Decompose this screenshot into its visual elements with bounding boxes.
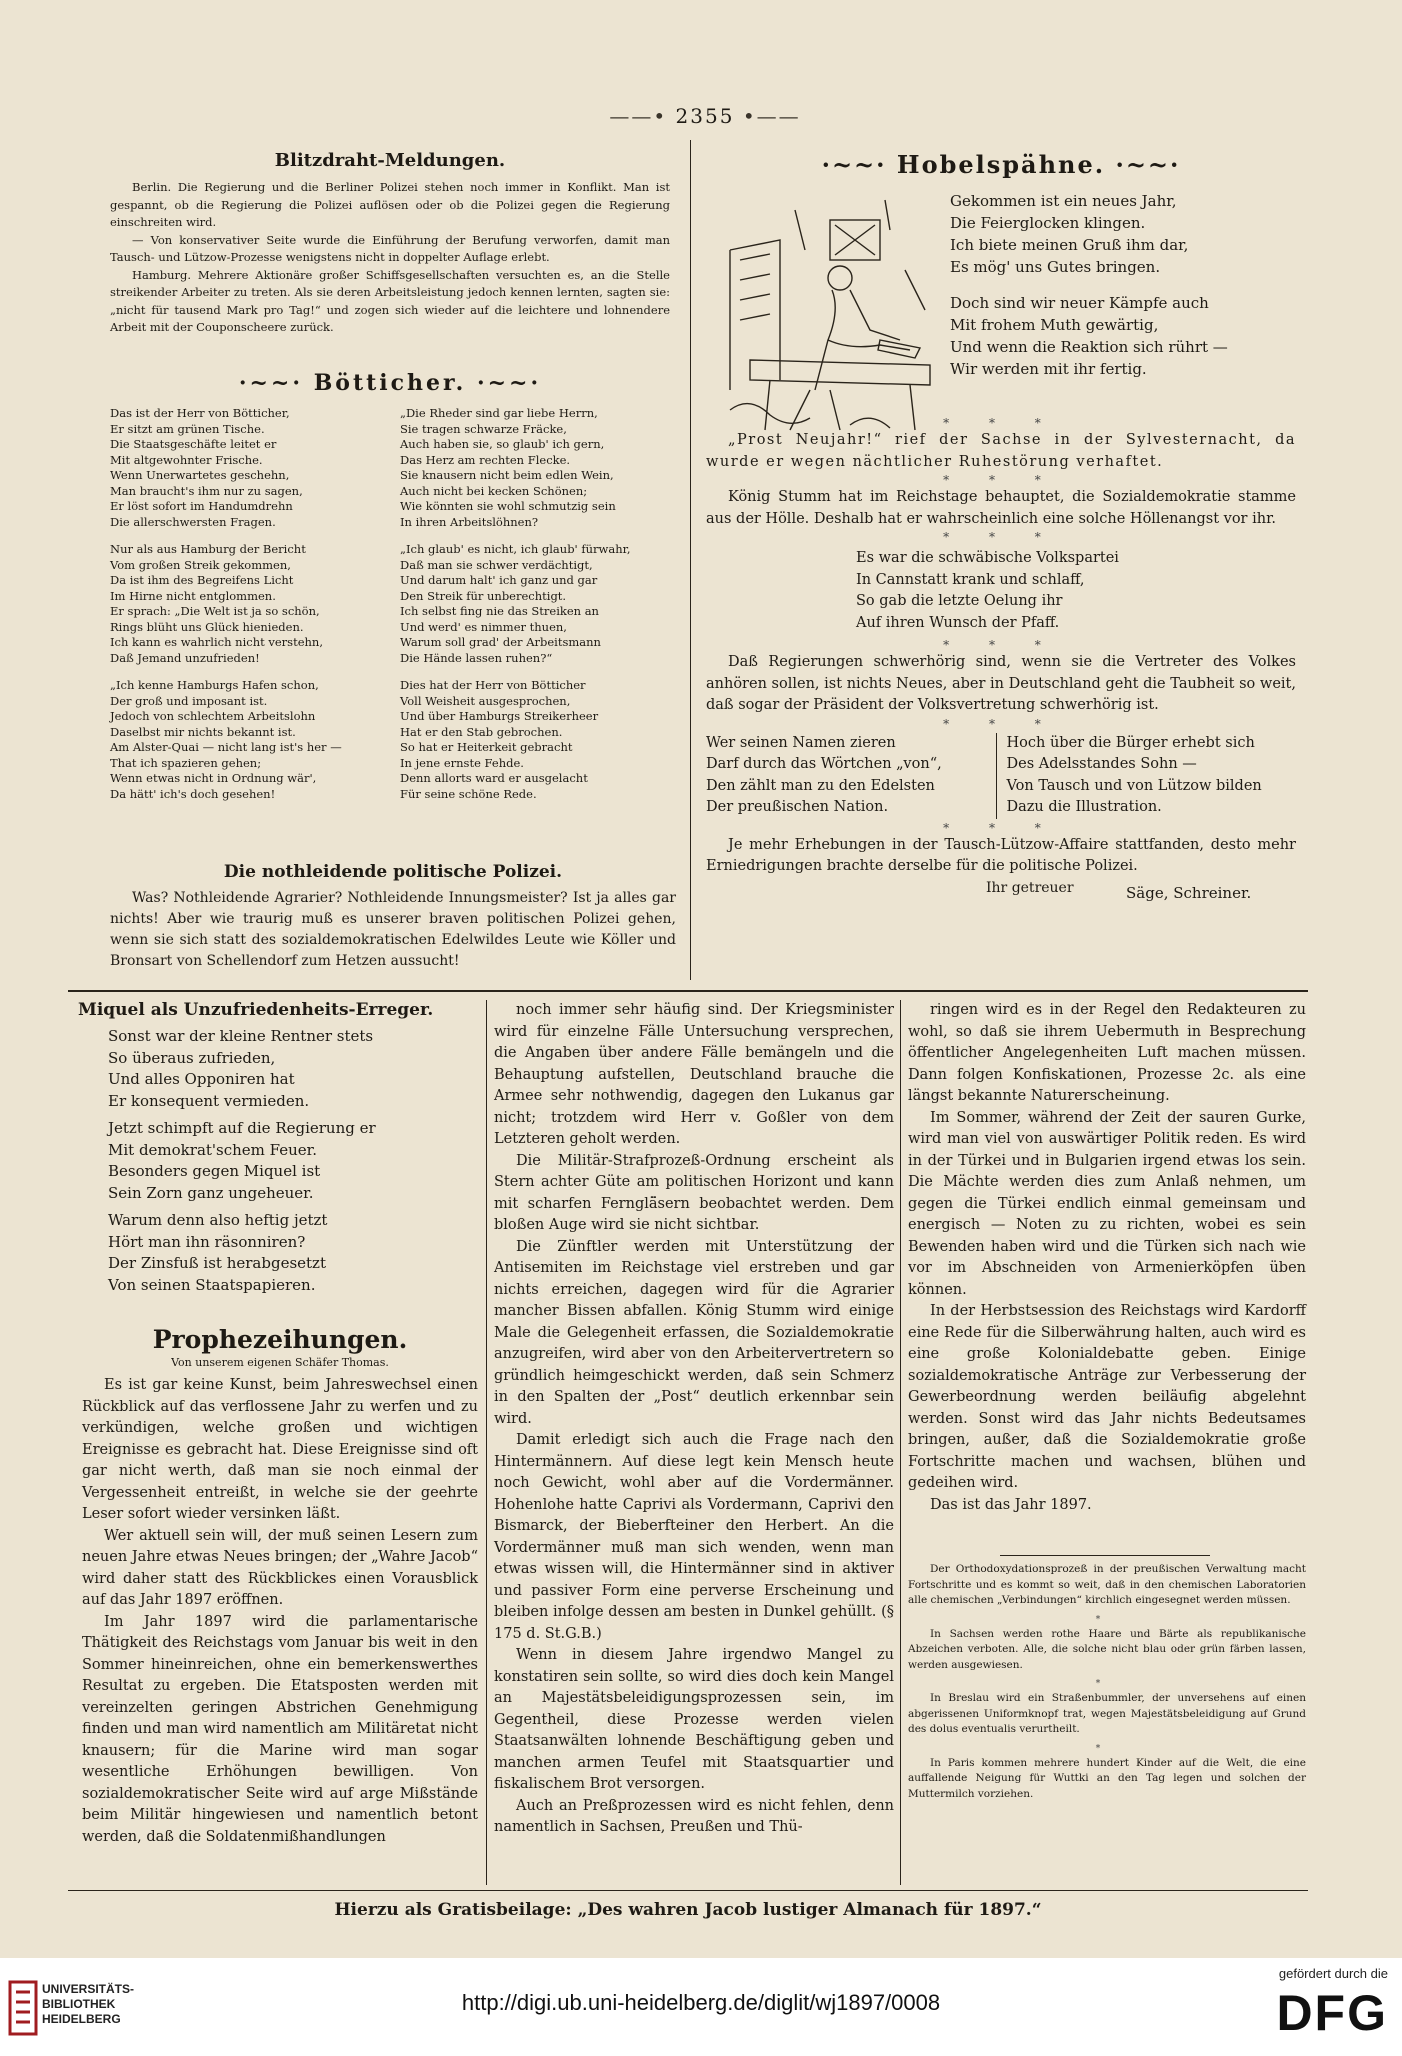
verse-line: Der Zinsfuß ist herabgesetzt <box>108 1254 326 1272</box>
stars-separator: * * * <box>943 716 1059 731</box>
verse-line: Hört man ihn räsonniren? <box>108 1232 306 1251</box>
signature-greeting: Ihr getreuer <box>986 879 1074 896</box>
hobel-signature <box>706 878 1296 902</box>
stanza <box>950 190 1290 278</box>
hobel-verse3 <box>706 733 1296 819</box>
verse-line: Des Adelsstandes Sohn — <box>1006 756 1197 772</box>
polizei-section <box>110 862 676 972</box>
verse-line: „Ich glaub' es nicht, ich glaub' fürwahr, <box>400 542 631 556</box>
hobel-title-text: Hobelspähne. <box>896 150 1106 179</box>
stanza <box>400 542 670 666</box>
hobel-p3: Daß Regierungen schwerhörig sind, wenn sie die Vertreter des Volkes anhören sollen, ist nichts Neues, aber in Deutschland geht die Taubheit so weit, daß sogar der Präsident der Volksvertretung schwerhörig ist. <box>706 654 1296 713</box>
proph-col3 <box>908 1000 1306 1516</box>
paragraph: Wer aktuell sein will, der muß seinen Lesern zum neuen Jahre etwas Neues bringen; der „Wahre Jacob“ wird daher statt des Rückblickes einen Vorausblick auf das Jahr 1897 eröffnen. <box>82 1527 478 1608</box>
verse-line: Daß Jemand unzufrieden! <box>110 650 260 665</box>
verse-line: Besonders gegen Miquel ist <box>108 1162 321 1180</box>
verse-line: „Die Rheder sind gar liebe Herrn, <box>400 406 598 420</box>
verse-line: Er löst sofort im Handumdrehn <box>110 499 293 513</box>
proph-col2-text <box>494 1000 894 1839</box>
column-divider-top <box>690 140 691 980</box>
hobel-verse1 <box>950 190 1290 394</box>
verse-line: Auch haben sie, so glaub' ich gern, <box>400 437 605 451</box>
verse-line: Am Alster-Quai — nicht lang ist's her — <box>110 740 342 754</box>
verse-line: Auf ihren Wunsch der Pfaff. <box>856 614 1060 631</box>
blitzdraht-p2: — Von konservativer Seite wurde die Einführung der Berufung verworfen, damit man Tausch- und Lützow-Prozesse wenigstens nicht in doppelter Auflage erlebt. <box>110 232 670 264</box>
verse-line: Man braucht's ihm nur zu sagen, <box>110 483 303 498</box>
paragraph: Die Militär-Strafprozeß-Ordnung erscheint als Stern achter Güte am politischen Horizont und kann mit scharfen Fernglä̈sern beobachtet werden. Dem bloßen Auge wird sie nicht sichtbar. <box>494 1152 894 1233</box>
verse-line: Ich kann es wahrlich nicht verstehn, <box>110 635 323 649</box>
verse-line: Und darum halt' ich ganz und gar <box>400 573 598 587</box>
note-separator: * <box>1095 1614 1119 1625</box>
boetticher-left-column <box>110 406 380 814</box>
hobel-verse3-left <box>706 733 997 819</box>
note-paragraph: In Sachsen werden rothe Haare und Bärte als republikanische Abzeichen verboten. Alle, die solche nicht blau oder grün färben lassen, werden ausgewiesen. <box>908 1627 1306 1671</box>
boetticher-columns <box>110 406 670 814</box>
verse-line: Die Feierglocken klingen. <box>950 214 1146 232</box>
verse-line: Jedoch von schlechtem Arbeitslohn <box>110 709 316 723</box>
paragraph: Das ist das Jahr 1897. <box>930 1496 1092 1513</box>
dfg-logo: DFG <box>1276 1985 1388 2041</box>
proph-title: Prophezeihungen. <box>152 1325 408 1354</box>
verse-line: Er konsequent vermieden. <box>108 1091 310 1110</box>
hobel-title <box>706 150 1296 179</box>
hobel-section <box>706 150 1296 179</box>
title-ornament-left: ·~~· <box>821 150 897 179</box>
boetticher-right-column <box>400 406 670 814</box>
miquel-verse <box>108 1026 478 1296</box>
verse-line: Vom großen Streik gekommen, <box>110 557 291 572</box>
title-ornament-right: ·~~· <box>1105 150 1181 179</box>
paragraph: ringen wird es in der Regel den Redakteuren zu wohl, so daß sie ihrem Uebermuth in Besprechung öffentlicher Angelegenheiten Luft machen müssen. Dann folgen Konfiskationen, Prozesse 2c. als eine längst bekannte Naturerscheinung. <box>908 1002 1306 1104</box>
stars-separator: * * * <box>943 416 1059 430</box>
stars-separator: * * * <box>943 530 1059 544</box>
blitzdraht-title: Blitzdraht-Meldungen. <box>274 150 506 171</box>
note-paragraph: Der Orthodoxydationsprozeß in der preußischen Verwaltung macht Fortschritte und es kommt so weit, daß in den chemischen Laboratorien alle chemischen „Verbindungen“ kirchlich eingesegnet werden müssen. <box>908 1563 1306 1606</box>
stars-separator: * * * <box>943 473 1059 487</box>
paragraph: noch immer sehr häufig sind. Der Kriegsminister wird für einzelne Fälle Untersuchung versprechen, die Angaben über andere Fälle bemängeln und die Behauptung aufstellen, Deutschland brauche die Armee sehr nothwendig, dagegen den Lukanus gar nicht; trotzdem wird Herr v. Goßler von dem Letzteren geholt werden. <box>494 1002 894 1147</box>
note-separator: * <box>1095 1743 1119 1754</box>
column-divider-1 <box>486 1000 487 1885</box>
verse-line: Darf durch das Wörtchen „von“, <box>706 756 942 772</box>
boetticher-section <box>110 370 670 814</box>
ornament-left: ——• <box>609 104 668 128</box>
verse-line: Mit frohem Muth gewärtig, <box>950 316 1159 334</box>
paragraph: Die Zünftler werden mit Unterstützung der Antisemiten im Reichstage viel erstreben und gar nichts erreichen, dagegen wird für die Agrarier mancher Bissen abfallen. König Stumm wird einige Male die Gelegenheit erfassen, die Sozialdemokratie anzugreifen, wird aber von den Arbeitervertretern so gründlich heimgeschickt werden, daß sein Schmerz in den Spalten der „Post“ deutlich erkennbar sein wird. <box>494 1238 894 1427</box>
hobel-p4: Je mehr Erhebungen in der Tausch-Lützow-Affaire stattfanden, desto mehr Erniedrigungen brachte derselbe für die politische Polizei. <box>706 836 1296 874</box>
verse-line: Sonst war der kleine Rentner stets <box>108 1027 374 1045</box>
verse-line: Für seine schöne Rede. <box>400 786 537 801</box>
proph-col3-text <box>908 1000 1306 1516</box>
ornament-right: •—— <box>742 104 801 128</box>
miquel-title: Miquel als Unzufriedenheits-Erreger. <box>78 1000 434 1020</box>
verse-line: Wenn etwas nicht in Ordnung wär', <box>110 771 317 785</box>
section-rule <box>68 990 1308 992</box>
uni-line3: HEIDELBERG <box>42 2012 121 2026</box>
hobel-verse2 <box>856 548 1296 634</box>
proph-byline: Von unserem eigenen Schäfer Thomas. <box>171 1356 389 1369</box>
hobel-verse3-right <box>997 733 1297 819</box>
verse-line: Sie knausern nicht beim edlen Wein, <box>400 468 614 482</box>
verse-line: Warum denn also heftig jetzt <box>108 1211 328 1229</box>
note-separator: * <box>1095 1679 1119 1689</box>
paragraph: Im Sommer, während der Zeit der sauren Gurke, wird man viel von auswärtiger Politik reden. Es wird in der Türkei und in Bulgarien irgend etwas los sein. Die Mächte werden dies zum Anlaß nehmen, um gegen die Türkei endlich einmal gemeinsam und energisch — Noten zu zu richten, wobei es sein Bewenden haben wird und die Türken sich nach wie vor im Abschneiden von Armenierköpfen üben können. <box>908 1109 1306 1298</box>
verse-line: „Ich kenne Hamburgs Hafen schon, <box>110 678 319 692</box>
verse-line: Im Hirne nicht entglommen. <box>110 588 276 603</box>
stanza <box>400 678 670 802</box>
uni-line2: BIBLIOTHEK <box>42 1997 116 2011</box>
stars-separator: * * * <box>943 638 1059 652</box>
signature-name: Säge, Schreiner. <box>1126 883 1252 902</box>
stanza <box>108 1210 478 1296</box>
proph-col1 <box>82 1325 478 1848</box>
verse-line: Wenn Unerwartetes geschehn, <box>110 468 290 482</box>
notes-rule <box>1000 1555 1210 1556</box>
blitzdraht-section <box>110 150 670 337</box>
verse-line: Da ist ihm des Begreifens Licht <box>110 573 294 587</box>
verse-line: Er sitzt am grünen Tische. <box>110 421 265 436</box>
verse-line: Der groß und imposant ist. <box>110 693 268 708</box>
verse-line: Doch sind wir neuer Kämpfe auch <box>950 294 1209 312</box>
verse-line: Die Hände lassen ruhen?“ <box>400 650 553 665</box>
page-number-text: 2355 <box>675 104 735 128</box>
verse-line: Voll Weisheit ausgesprochen, <box>400 693 571 708</box>
verse-line: In jene ernste Fehde. <box>400 755 524 770</box>
hobel-p2: König Stumm hat im Reichstage behauptet, die Sozialdemokratie stamme aus der Hölle. Deshalb hat er wahrscheinlich eine solche Höllenangst vor ihr. <box>706 489 1296 527</box>
verse-line: Rings blüht uns Glück hienieden. <box>110 619 304 634</box>
verse-line: Hat er den Stab gebrochen. <box>400 724 563 739</box>
paragraph: Damit erledigt sich auch die Frage nach den Hintermännern. Auf diese legt kein Mensch heute noch Gewicht, wohl aber auf die Vordermänner. Hohenlohe hatte Caprivi als Vordermann, Caprivi den Bismarck, der Bieberfteiner den Herbert. An die Vordermänner muß man sich wenden, wenn man etwas wissen will, die Hintermänner sind in aktiver und passiver Form eine perverse Erscheinung und bleiben infolge dessen am besten in Dunkel gehüllt. (§ 175 d. St.G.B.) <box>494 1432 894 1642</box>
stanza <box>110 678 380 802</box>
verse-line: Die allerschwersten Fragen. <box>110 514 276 529</box>
stanza <box>108 1118 478 1204</box>
verse-line: Und wenn die Reaktion sich rührt — <box>950 338 1228 356</box>
verse-line: Nur als aus Hamburg der Bericht <box>110 542 306 556</box>
verse-line: That ich spazieren gehen; <box>110 755 262 770</box>
verse-line: Der preußischen Nation. <box>706 799 889 815</box>
verse-line: Es mög' uns Gutes bringen. <box>950 258 1161 276</box>
note-paragraph: In Paris kommen mehrere hundert Kinder auf die Welt, die eine auffallende Neigung für Wuttki an den Tag legen und solchen der Muttermilch vorziehen. <box>908 1756 1306 1800</box>
verse-line: Sein Zorn ganz ungeheuer. <box>108 1183 314 1202</box>
proph-col1-text <box>82 1375 478 1848</box>
verse-line: Sie tragen schwarze Fräcke, <box>400 421 567 436</box>
verse-line: Wie könnten sie wohl schmutzig sein <box>400 499 616 513</box>
boetticher-title <box>110 370 670 396</box>
verse-line: Da hätt' ich's doch gesehen! <box>110 786 276 801</box>
stanza <box>950 292 1290 380</box>
verse-line: So gab die letzte Oelung ihr <box>856 593 1063 609</box>
verse-line: Auch nicht bei kecken Schönen; <box>400 483 588 498</box>
title-ornament-left: ·~~· <box>238 370 314 396</box>
verse-line: So hat er Heiterkeit gebracht <box>400 740 573 754</box>
polizei-title: Die nothleidende politische Polizei. <box>223 862 563 882</box>
verse-line: Es war die schwäbische Volkspartei <box>856 550 1119 566</box>
polizei-text: Was? Nothleidende Agrarier? Nothleidende Innungsmeister? Ist ja alles gar nichts! Aber wie traurig muß es unserer braven politischen Polizei gehen, wenn sie sich statt des sozialdemokratischen Edelwildes Leute wie Köller und Bronsart von Schellendorf zum Hetzen aussucht! <box>110 890 676 969</box>
verse-line: Und werd' es nimmer thuen, <box>400 619 567 634</box>
boetticher-title-text: Bötticher. <box>313 370 467 396</box>
verse-line: Daß man sie schwer verdächtigt, <box>400 557 593 572</box>
verse-line: Das Herz am rechten Flecke. <box>400 452 571 467</box>
hobel-p1: „Prost Neujahr!“ rief der Sachse in der Sylvesternacht, da wurde er wegen nächtlicher Ruhestörung verhaftet. <box>706 432 1296 470</box>
verse-line: Wer seinen Namen zieren <box>706 734 896 751</box>
source-url[interactable]: http://digi.ub.uni-heidelberg.de/diglit/wj1897/0008 <box>461 1990 941 2015</box>
stars-separator: * * * <box>943 820 1059 835</box>
notes-section <box>908 1562 1306 1806</box>
verse-line: Und alles Opponiren hat <box>108 1070 295 1088</box>
verse-line: Gekommen ist ein neues Jahr, <box>950 192 1177 210</box>
verse-line: Mit demokrat'schem Feuer. <box>108 1140 317 1159</box>
verse-line: Wir werden mit ihr fertig. <box>950 360 1147 378</box>
supplement-line: Hierzu als Gratisbeilage: „Des wahren Jacob lustiger Almanach für 1897.“ <box>334 1900 1042 1920</box>
verse-line: Daselbst mir nichts bekannt ist. <box>110 724 296 739</box>
verse-line: Von Tausch und von Lützow bilden <box>1006 777 1262 794</box>
verse-line: Er sprach: „Die Welt ist ja so schön, <box>110 604 320 618</box>
blitzdraht-p1: Berlin. Die Regierung und die Berliner Polizei stehen noch immer in Konflikt. Man ist gespannt, ob die Regierung die Polizei auflösen oder ob die Polizei gegen die Regierung einschreiten wird. <box>110 180 670 229</box>
title-ornament-right: ·~~· <box>466 370 542 396</box>
page-number <box>560 104 850 128</box>
uni-line1: UNIVERSITÄTS- <box>42 1982 135 1996</box>
stanza <box>110 542 380 666</box>
paragraph: Wenn in diesem Jahre irgendwo Mangel zu konstatiren sein sollte, so wird dies doch kein Mangel an Majestätsbeleidigungsprozessen sein, im Gegentheil, diese Prozesse werden vielen Staatsanwälten lohnende Beschäftigung geben und manchen armen Teufel mit Staatsquartier und fiskalischem Brot versorgen. <box>494 1647 894 1792</box>
verse-line: In ihren Arbeitslöhnen? <box>400 514 539 529</box>
verse-line: Hoch über die Bürger erhebt sich <box>1006 734 1255 751</box>
verse-line: Und über Hamburgs Streikerheer <box>400 709 599 723</box>
stanza <box>110 406 380 530</box>
verse-line: Mit altgewohnter Frische. <box>110 452 263 467</box>
hobel-prose <box>706 416 1296 902</box>
bottom-rule <box>68 1890 1308 1891</box>
verse-line: Dies hat der Herr von Bötticher <box>400 678 586 692</box>
verse-line: Denn allorts ward er ausgelacht <box>400 771 588 785</box>
carpenter-illustration <box>710 190 950 440</box>
verse-line: Ich selbst fing nie das Streiken an <box>400 604 599 618</box>
blitzdraht-p3: Hamburg. Mehrere Aktionäre großer Schiffsgesellschaften versuchten es, an die Stelle streikender Arbeiter zu treten. Als sie deren Arbeitsleistung jedoch kennen lernten, sagten sie: „nicht für tausend Mark pro Tag!“ und zogen sich wieder auf die leichtere und lohnendere Arbeit mit der Couponscheere zurück. <box>110 267 670 334</box>
stanza <box>400 406 670 530</box>
paragraph: Es ist gar keine Kunst, beim Jahreswechsel einen Rückblick auf das verflossene Jahr zu werfen und zu verkündigen, welche großen und wichtigen Ereignisse es gebracht hat. Diese Ereignisse sind oft gar nicht werth, daß man sie noch einmal der Vergessenheit entreißt, in welche sie der geehrte Leser sofort wieder versinken läßt. <box>82 1377 478 1522</box>
paragraph: In der Herbstsession des Reichstags wird Kardorff eine Rede für die Silberwährung halten, auch wird es eine große Kolonialdebatte geben. Einige sozialdemokratische Anträge zur Verbesserung der Gewerbeordnung werden beiläufig abgelehnt werden. Sonst wird das Jahr nichts Bedeutsames bringen, außer, daß die Sozialdemokratie große Fortschritte machen und wachsen, blühen und gedeihen wird. <box>908 1303 1306 1491</box>
verse-line: In Cannstatt krank und schlaff, <box>856 571 1085 588</box>
paragraph: Im Jahr 1897 wird die parlamentarische Thätigkeit des Reichstags vom Januar bis weit in den Sommer hineinreichen, ohne ein bemerkenswerthes Resultat zu ergeben. Die Etatsposten werden mit vereinzelten geringen Abstrichen Genehmigung finden und man wird namentlich am Militäretat nicht knausern; für die Marine wird man sogar wesentliche Erhöhungen bewilligen. Von sozialdemokratischer Seite wird auf arge Mißstände beim Militär hingewiesen und namentlich betont werden, daß die Soldatenmißhandlungen <box>82 1613 478 1845</box>
stanza <box>108 1026 478 1112</box>
miquel-section <box>78 1000 478 1302</box>
verse-line: Den zählt man zu den Edelsten <box>706 777 935 794</box>
funded-by-text: gefördert durch die <box>1278 1966 1388 1981</box>
column-divider-2 <box>900 1000 901 1885</box>
verse-line: Jetzt schimpft auf die Regierung er <box>108 1119 376 1137</box>
verse-line: Den Streik für unberechtigt. <box>400 588 567 603</box>
verse-line: Warum soll grad' der Arbeitsmann <box>400 635 601 649</box>
verse-line: Von seinen Staatspapieren. <box>108 1275 316 1294</box>
verse-line: Ich biete meinen Gruß ihm dar, <box>950 236 1189 254</box>
verse-line: So überaus zufrieden, <box>108 1048 276 1067</box>
verse-line: Das ist der Herr von Bötticher, <box>110 406 290 420</box>
paragraph: Auch an Preßprozessen wird es nicht fehlen, denn namentlich in Sachsen, Preußen und Thü- <box>494 1797 894 1835</box>
proph-col2 <box>494 1000 894 1839</box>
verse-line: Die Staatsgeschäfte leitet er <box>110 437 277 451</box>
verse-line: Dazu die Illustration. <box>1006 799 1162 815</box>
note-paragraph: In Breslau wird ein Straßenbummler, der unversehens auf einen abgerissenen Uniformknopf trat, wegen Majestätsbeleidigung auf Grund des dolus eventualis verurtheilt. <box>908 1692 1306 1735</box>
